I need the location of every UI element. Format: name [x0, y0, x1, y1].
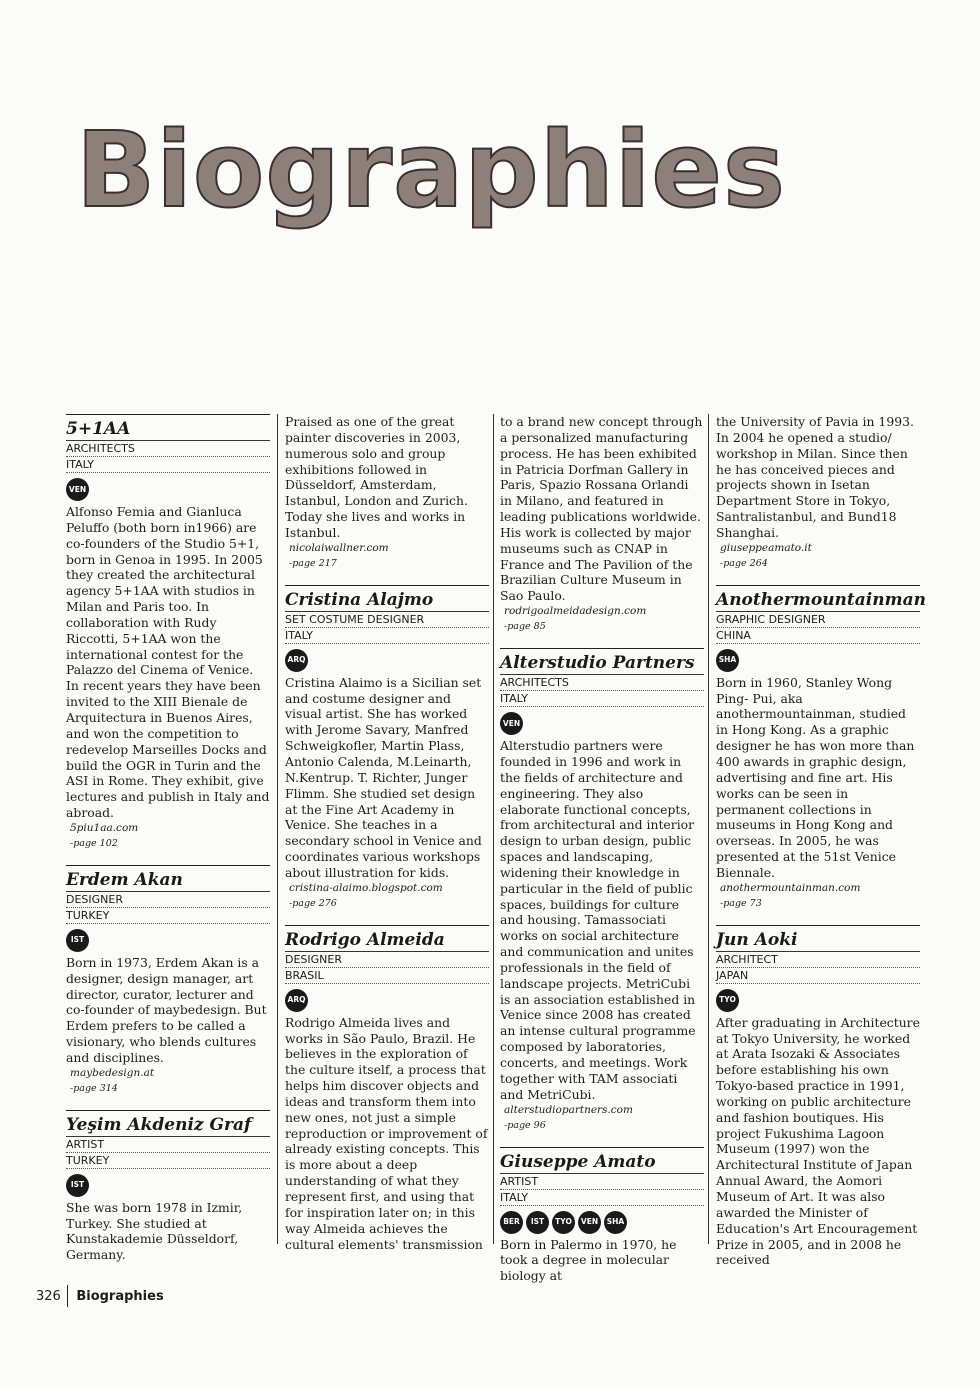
bio-name: Anothermountainman [716, 589, 926, 610]
bio-entry [285, 925, 489, 1253]
city-tags [66, 1174, 270, 1197]
bio-role: ARTIST [500, 1174, 704, 1190]
bio-entry [66, 865, 270, 1096]
bio-text: Praised as one of the great painter discoveries in 2003, numerous solo and group exhibitions followed in Düsseldorf, Amsterdam, Istanbul, London and Zurich. Today she lives and works in Istanbul. [285, 414, 468, 540]
bio-text: the University of Pavia in 1993. In 2004 he opened a studio/ workshop in Milan. Since then he has conceived pieces and projects shown in Isetan Department Store in Tokyo, Santralistanbul, and Bund18 Shanghai. [716, 414, 914, 540]
city-tags [285, 649, 489, 672]
bio-page-ref: -page 264 [720, 557, 768, 569]
bio-name: Rodrigo Almeida [285, 929, 489, 952]
bio-header [285, 585, 489, 644]
bio-entry [66, 414, 270, 851]
column-1 [66, 414, 270, 1263]
bio-text: Born in 1960, Stanley Wong Ping- Pui, aka anothermountainman, studied in Hong Kong. As a graphic designer he has won more than 400 awards in graphic design, advertising and fine art. His works can be seen in permanent collections in museums in Hong Kong and overseas. In 2005, he was presented at the 51st Venice Biennale. [716, 674, 915, 880]
column-divider [493, 414, 494, 1244]
bio-header [285, 925, 489, 984]
bio-website: giuseppeamato.it [720, 541, 812, 554]
footer-divider [67, 1285, 69, 1307]
bio-name: Jun Aoki [716, 929, 920, 952]
city-tag-badge: IST [526, 1211, 549, 1234]
bio-header [500, 1147, 704, 1206]
bio-entry [500, 648, 704, 1132]
bio-name: Giuseppe Amato [500, 1151, 704, 1174]
bio-page-ref: -page 85 [504, 621, 546, 633]
city-tag-badge: VEN [66, 478, 89, 501]
column-divider [708, 414, 709, 1244]
city-tags [500, 1211, 704, 1234]
page-footer [36, 1285, 164, 1307]
city-tags [66, 929, 270, 952]
bio-text: Born in 1973, Erdem Akan is a designer, design manager, art director, curator, lecturer and co-founder of maybedesign. But Erdem prefers to be called a visionary, who blends cultures and disciplines. [66, 954, 267, 1065]
bio-website: rodrigoalmeidadesign.com [504, 605, 647, 618]
bio-text: Rodrigo Almeida lives and works in São Paulo, Brazil. He believes in the exploration of the culture itself, a process that helps him discover objects and ideas and transform them into new ones, not just a simple reproduction or improvement of already existing concepts. This is more about a deep understanding of what they represent first, and using that for inspiration later on; in this way Almeida achieves the cultural elements' transmission [285, 1014, 488, 1252]
bio-country: ITALY [500, 691, 704, 707]
city-tags [285, 989, 489, 1012]
bio-role: ARTIST [66, 1137, 270, 1153]
city-tag-badge: VEN [500, 712, 523, 735]
bio-name: Alterstudio Partners [500, 652, 704, 675]
bio-header [66, 865, 270, 924]
city-tag-badge: SHA [716, 649, 739, 672]
bio-entry [285, 414, 489, 571]
bio-role: ARCHITECT [716, 952, 920, 968]
column-3 [500, 414, 704, 1284]
bio-text: Alfonso Femia and Gianluca Peluffo (both born in1966) are co-founders of the Studio 5+1, born in Genoa in 1995. In 2005 they created the architectural agency 5+1AA with studios in Milan and Paris too. In collaboration with Rudy Riccotti, 5+1AA won the international contest for the Palazzo del Cinema of Venice. In recent years they have been invited to the XIII Bienale de Arquitectura in Buenos Aires, and won the competition to redevelop Marseilles Docks and build the OGR in Turin and the ASI in Rome. They exhibit, give lectures and publish in Italy and abroad. [66, 504, 270, 821]
bio-text: to a brand new concept through a personalized manufacturing process. He has been exhibited in Patricia Dorfman Gallery in Paris, Spazio Rossana Orlandi in Milano, and featured in leading publications worldwide. His work is collected by major museums such as CNAP in France and The Pavilion of the Brazilian Culture Museum in Sao Paulo. [500, 414, 703, 604]
bio-role: DESIGNER [285, 952, 489, 968]
bio-text: Cristina Alaimo is a Sicilian set and costume designer and visual artist. She has worked with Jerome Savary, Manfred Schweigkofler, Martin Plass, Antonio Calenda, M.Leinarth, N.Kentrup. T. Richter, Junger Flimm. She studied set design at the Fine Art Academy in Venice. She teaches in a secondary school in Venice and coordinates various workshops about illustration for kids. [285, 674, 482, 880]
page-title: Biographies [76, 109, 786, 231]
bio-country: JAPAN [716, 968, 920, 984]
bio-header [500, 648, 704, 707]
bio-name: 5+1AA [66, 418, 270, 441]
bio-page-ref: -page 276 [289, 897, 337, 909]
bio-role: ARCHITECTS [500, 675, 704, 691]
bio-role: DESIGNER [66, 892, 270, 908]
city-tag-badge: TYO [716, 989, 739, 1012]
city-tag-badge: BER [500, 1211, 523, 1234]
city-tags [500, 712, 704, 735]
bio-country: CHINA [716, 628, 920, 644]
bio-country: TURKEY [66, 1153, 270, 1169]
bio-header [716, 925, 920, 984]
bio-header [716, 585, 926, 644]
bio-website: nicolaiwallner.com [289, 541, 389, 554]
bio-text: Born in Palermo in 1970, he took a degree in molecular biology at [500, 1236, 677, 1284]
bio-header [66, 1110, 270, 1169]
city-tags [716, 989, 920, 1012]
bio-page-ref: -page 217 [289, 557, 337, 569]
city-tag-badge: VEN [578, 1211, 601, 1234]
city-tag-badge: ARQ [285, 989, 308, 1012]
bio-role: SET COSTUME DESIGNER [285, 612, 489, 628]
city-tag-badge: SHA [604, 1211, 627, 1234]
bio-name: Cristina Alajmo [285, 589, 489, 612]
bio-website: 5piu1aa.com [70, 821, 139, 834]
column-4 [716, 414, 926, 1268]
footer-section-title: Biographies [76, 1288, 164, 1304]
bio-entry [66, 1110, 270, 1263]
city-tag-badge: TYO [552, 1211, 575, 1234]
bio-entry [285, 585, 489, 911]
bio-country: BRASIL [285, 968, 489, 984]
bio-text: Alterstudio partners were founded in 1996 and work in the fields of architecture and engineering. They also elaborate functional concepts, from architectural and interior design to urban design, public spaces and landscaping, widening their knowledge in particular in the field of public spaces, buildings for culture and housing. Tamassociati works on social architecture and communication and unites professionals in the field of landscape projects. MetriCubi is an association established in Venice since 2008 has created an intense cultural programme composed by laboratories, concerts, and meetings. Work together with TAM associati and MetriCubi. [500, 738, 696, 1102]
bio-entry [716, 925, 920, 1269]
bio-country: ITALY [66, 457, 270, 473]
page-number: 326 [36, 1288, 61, 1304]
bio-role: ARCHITECTS [66, 441, 270, 457]
bio-entry [500, 414, 704, 634]
bio-text: After graduating in Architecture at Tokyo University, he worked at Arata Isozaki & Associates before establishing his own Tokyo-based practice in 1991, working on public architecture and fashion boutiques. His project Fukushima Lagoon Museum (1997) won the Architectural Institute of Japan Annual Award, the Aomori Museum of Art. It was also awarded the Minister of Education's Art Encouragement Prize in 2005, and in 2008 he received [716, 1014, 920, 1268]
bio-entry [716, 414, 920, 571]
city-tag-badge: IST [66, 1174, 89, 1197]
bio-website: maybedesign.at [70, 1066, 155, 1079]
bio-website: anothermountainman.com [720, 881, 861, 894]
bio-website: alterstudiopartners.com [504, 1103, 633, 1116]
bio-text: She was born 1978 in Izmir, Turkey. She studied at Kunstakademie Düsseldorf, Germany. [66, 1199, 243, 1263]
bio-website: cristina-alaimo.blogspot.com [289, 881, 443, 894]
city-tag-badge: IST [66, 929, 89, 952]
bio-entry [500, 1147, 704, 1285]
bio-entry [716, 585, 926, 911]
bio-name: Yeşim Akdeniz Graf [66, 1114, 270, 1137]
bio-name: Erdem Akan [66, 869, 270, 892]
bio-role: GRAPHIC DESIGNER [716, 612, 920, 628]
bio-header [66, 414, 270, 473]
column-divider [277, 414, 278, 1244]
bio-page-ref: -page 314 [70, 1082, 118, 1094]
bio-country: ITALY [285, 628, 489, 644]
column-2 [285, 414, 489, 1252]
city-tag-badge: ARQ [285, 649, 308, 672]
bio-page-ref: -page 102 [70, 837, 118, 849]
bio-country: TURKEY [66, 908, 270, 924]
city-tags [66, 478, 270, 501]
bio-country: ITALY [500, 1190, 704, 1206]
bio-page-ref: -page 73 [720, 897, 762, 909]
bio-page-ref: -page 96 [504, 1119, 546, 1131]
city-tags [716, 649, 920, 672]
